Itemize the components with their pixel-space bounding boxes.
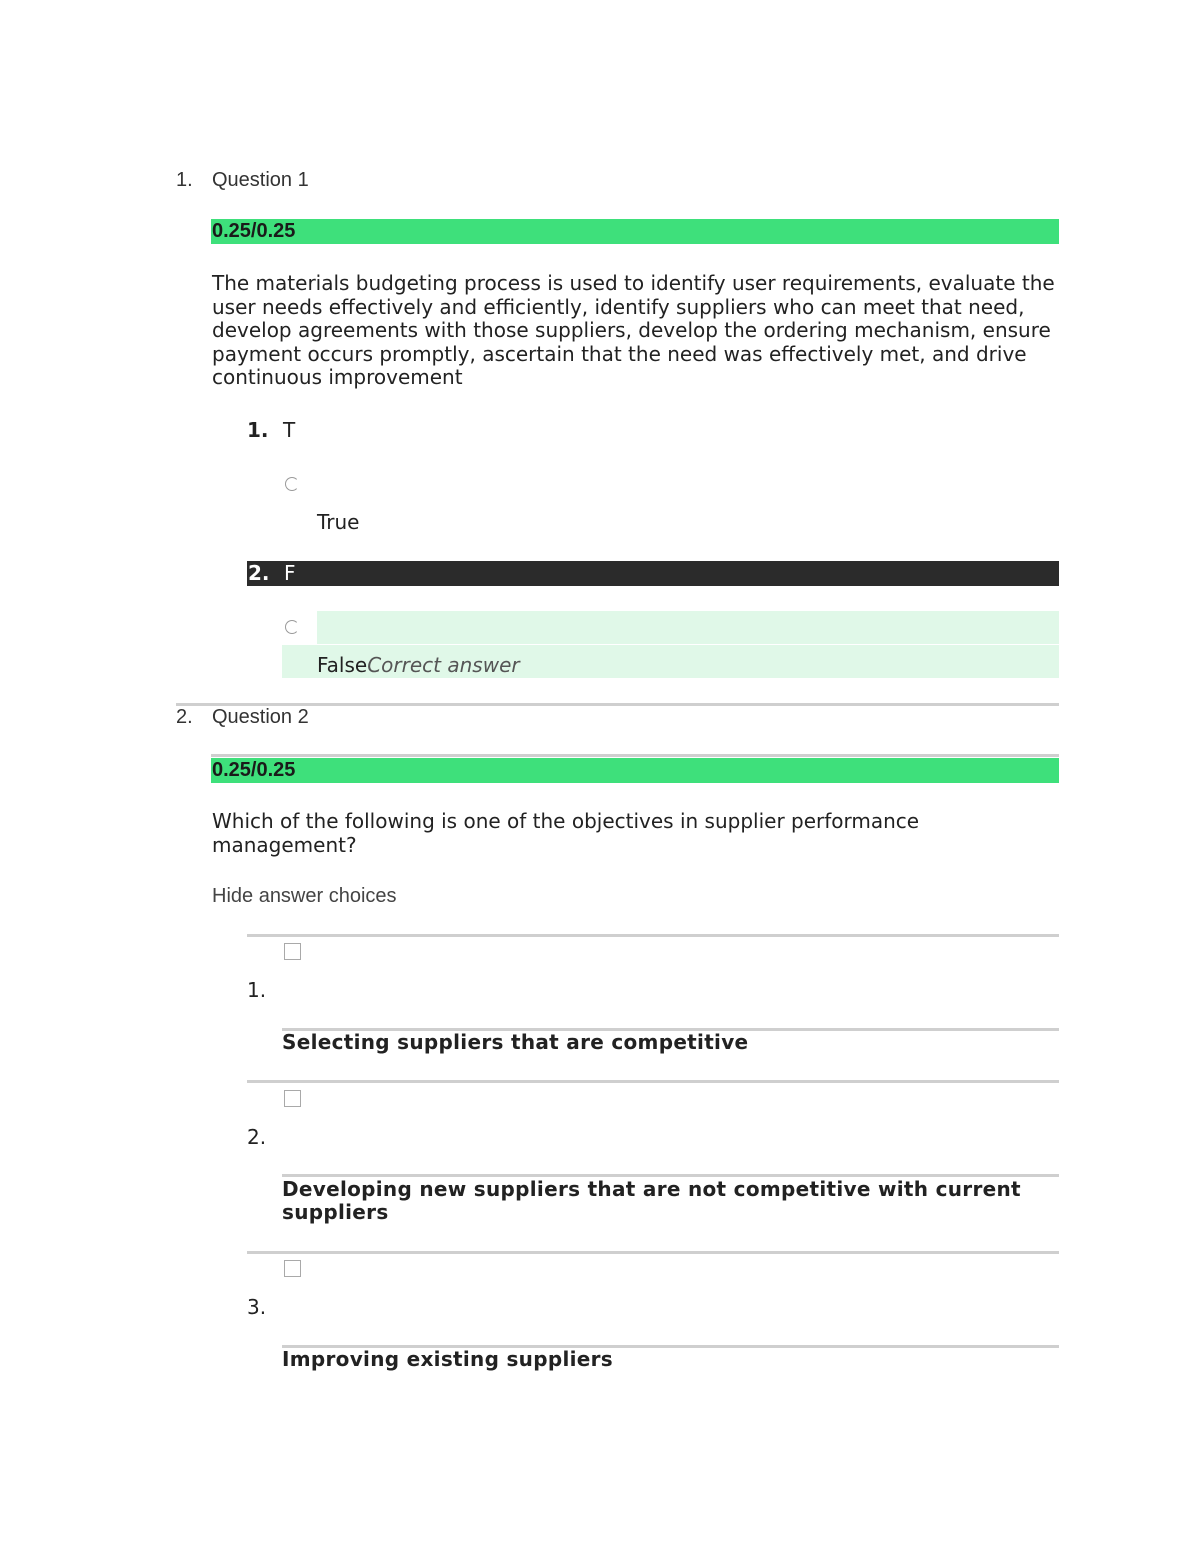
question-2-score (211, 758, 1059, 783)
option-number: 2. (248, 561, 270, 585)
choice-divider (247, 1251, 1059, 1254)
choice-3-label[interactable]: Improving existing suppliers (282, 1347, 613, 1371)
question-1-option-true[interactable] (247, 418, 1059, 443)
question-1-text: The materials budgeting process is used to identify user requirements, evaluate the user needs effectively and efficiently, identify suppliers who can meet that need, develop agreements with those suppliers, develop the ordering mechanism, ensure payment occurs promptly, ascertain that the need was effectively met, and drive continuous improvement (212, 271, 1055, 390)
hide-answer-choices-link[interactable]: Hide answer choices (212, 885, 397, 907)
choice-1-number: 1. (247, 978, 267, 1002)
correct-answer-note: Correct answer (367, 653, 520, 677)
option-letter: T (283, 418, 296, 442)
choice-divider (247, 934, 1059, 937)
choice-3-checkbox[interactable] (284, 1260, 301, 1277)
score-value: 0.25/0.25 (212, 759, 296, 781)
radio-true[interactable] (285, 477, 299, 491)
question-1-title: Question 1 (212, 169, 309, 191)
choice-3-number: 3. (247, 1295, 267, 1319)
option-true-label: True (317, 510, 360, 534)
question-2-number: 2. (176, 706, 193, 728)
radio-false[interactable] (285, 620, 299, 634)
choice-2-checkbox[interactable] (284, 1090, 301, 1107)
choice-1-label[interactable]: Selecting suppliers that are competitive (282, 1030, 749, 1054)
score-top-border (211, 754, 1059, 757)
correct-answer-highlight (317, 611, 1059, 644)
option-letter: F (284, 561, 296, 585)
option-number: 1. (247, 418, 269, 442)
choice-2-number: 2. (247, 1125, 267, 1149)
question-1-score (211, 219, 1059, 244)
choice-divider (247, 1080, 1059, 1083)
choice-2-label[interactable]: Developing new suppliers that are not competitive with current suppliers (282, 1177, 1021, 1224)
question-2-text: Which of the following is one of the objectives in supplier performance management? (212, 809, 920, 857)
score-value: 0.25/0.25 (212, 220, 296, 242)
question-1-option-false[interactable] (247, 561, 1059, 586)
option-false-label (317, 653, 520, 677)
question-1-number: 1. (176, 169, 193, 191)
question-2-title: Question 2 (212, 706, 309, 728)
false-label: False (317, 653, 368, 677)
choice-1-checkbox[interactable] (284, 943, 301, 960)
